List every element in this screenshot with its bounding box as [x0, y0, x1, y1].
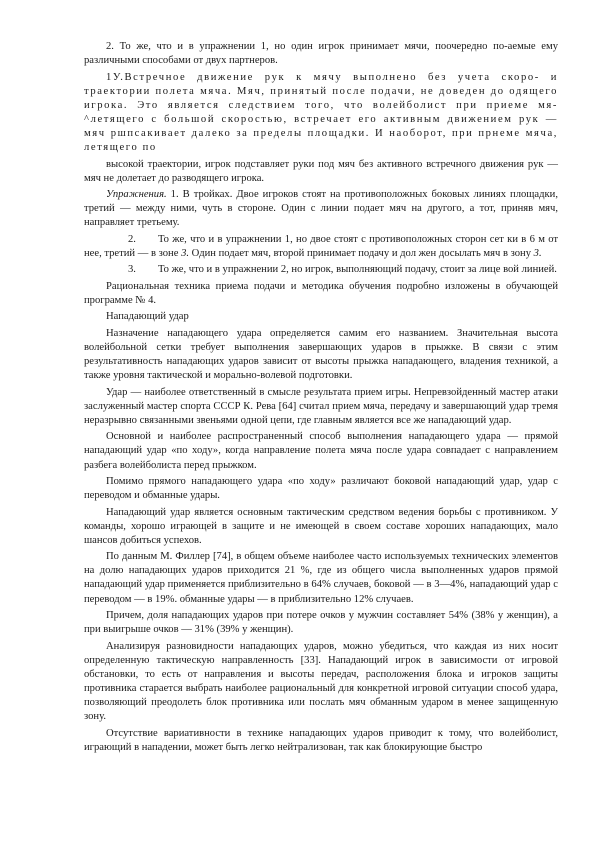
exercises-label: Упражнения. — [106, 189, 167, 201]
paragraph-attack-tactics: Нападающий удар является основным тактическим средством ведения борьбы с противником. У команды, хорошо играющей в защите и не имеющей в своем составе хороших нападающих, мало шансов добиться успехов. — [84, 506, 558, 546]
paragraph-attack-purpose: Назначение нападающего удара определяется самим его названием. Значительная высота волейбольной сетки требует выполнения завершающих ударов в прыжке. В связи с этим результативность нападающих ударов зависит от высоты прыжка нападающего, владения техникой, а также уровня тактической и морально-волевой подготовки. — [84, 327, 558, 382]
paragraph-exercise-2: 2. То же, что и в упражнении 1, но один игрок принимает мячи, поочередно по-аемые ему различными способами от двух партнеров. — [84, 41, 558, 67]
paragraph-exercise-2b: 2. То же, что и в упражнении 1, но двое стоят с противоположных сторон сет ки в 6 м от нее, третий — в зоне 3. Один подает мяч, второй принимает подачу и дол жен досылать мяч в зону 3. — [84, 233, 558, 259]
paragraph-attack-share: Причем, доля нападающих ударов при потере очков у мужчин составляет 54% (38% у женщин), а при выигрыше очков — 31% (39% у женщин). — [84, 610, 558, 636]
paragraph-attack-statistics: По данным М. Филлер [74], в общем объеме наиболее часто используемых технических элементов на долю нападающих ударов приходится 21 %, где из общего числа выполненных ударов прямой нападающий удар применяется приблизительно в 64% случаев, боковой — в 3—4%, нападающий удар с переводом — в 19%. обманные удары — в приблизительно 12% случаев. — [84, 551, 558, 605]
document-page — [84, 40, 558, 757]
paragraph-exercises: Упражнения. 1. В тройках. Двое игроков стоят на противоположных боковых линиях площадки, третий — между ними, чуть в стороне. Один с линии подает мяч на другого, а тот, приняв мяч, направляет третьему. — [84, 189, 558, 229]
paragraph-training-program: Рациональная техника приема подачи и методика обучения подробно изложены в обучающей программе № 4. — [84, 280, 558, 306]
paragraph-attack-main-method: Основной и наиболее распространенный способ выполнения нападающего удара — прямой нападающий удар «по ходу», когда направление полета мяча после удара совпадает с направлением разбега волейболиста перед прыжком. — [84, 431, 558, 471]
paragraph-exercise-3: 3. То же, что и в упражнении 2, но игрок, выполняющий подачу, стоит за лице вой линией. — [128, 264, 557, 276]
paragraph-error-iv: 1У.Встречное движение рук к мячу выполнено без учета скоро- и траектории полета мяча. Мяч, принятый после подачи, не доведен до одящего игрока. Это является следствием того, что волейболист при приеме мя-^летящего с большой скоростью, встречает его активным движением рук — мяч ршпсакивает далеко за пределы площадки. И наоборот, при прнеме мяча, летящего по — [84, 71, 558, 154]
paragraph-attack-responsibility: Удар — наиболее ответственный в смысле результата прием игры. Непревзойденный мастер атаки заслуженный мастер спорта СССР К. Рева [64] считал прием мяча, передачу и завершающий удар тремя неразрывно связанными звеньями одной цепи, где главным является все же нападающий удар. — [84, 386, 558, 426]
paragraph-error-iv-continued: высокой траектории, игрок подставляет руки под мяч без активного встречного движения рук — мяч не долетает до разводящего игрока. — [84, 158, 558, 184]
paragraph-attack-variability: Отсутствие вариативности в технике нападающих ударов приводит к тому, что волейболист, играющий в нападении, может быть легко нейтрализован, так как блокирующие быстро — [84, 727, 558, 753]
section-heading: Нападающий удар — [106, 311, 189, 323]
paragraph-attack-types: Помимо прямого нападающего удара «по ходу» различают боковой нападающий удар, удар с переводом и обманные удары. — [84, 476, 558, 502]
paragraph-attack-analysis: Анализируя разновидности нападающих ударов, можно убедиться, что каждая из них носит определенную тактическую направленность [33]. Нападающий игрок в зависимости от игровой обстановки, то есть от направления и высоты передач, расположения блока и игроков защиты противника старается выбрать наиболее рациональный для конкретной игровой ситуации способ удара, позволяющий преодолеть блок противника или послать мяч обманным ударом в менее защищенную зону. — [84, 640, 558, 723]
